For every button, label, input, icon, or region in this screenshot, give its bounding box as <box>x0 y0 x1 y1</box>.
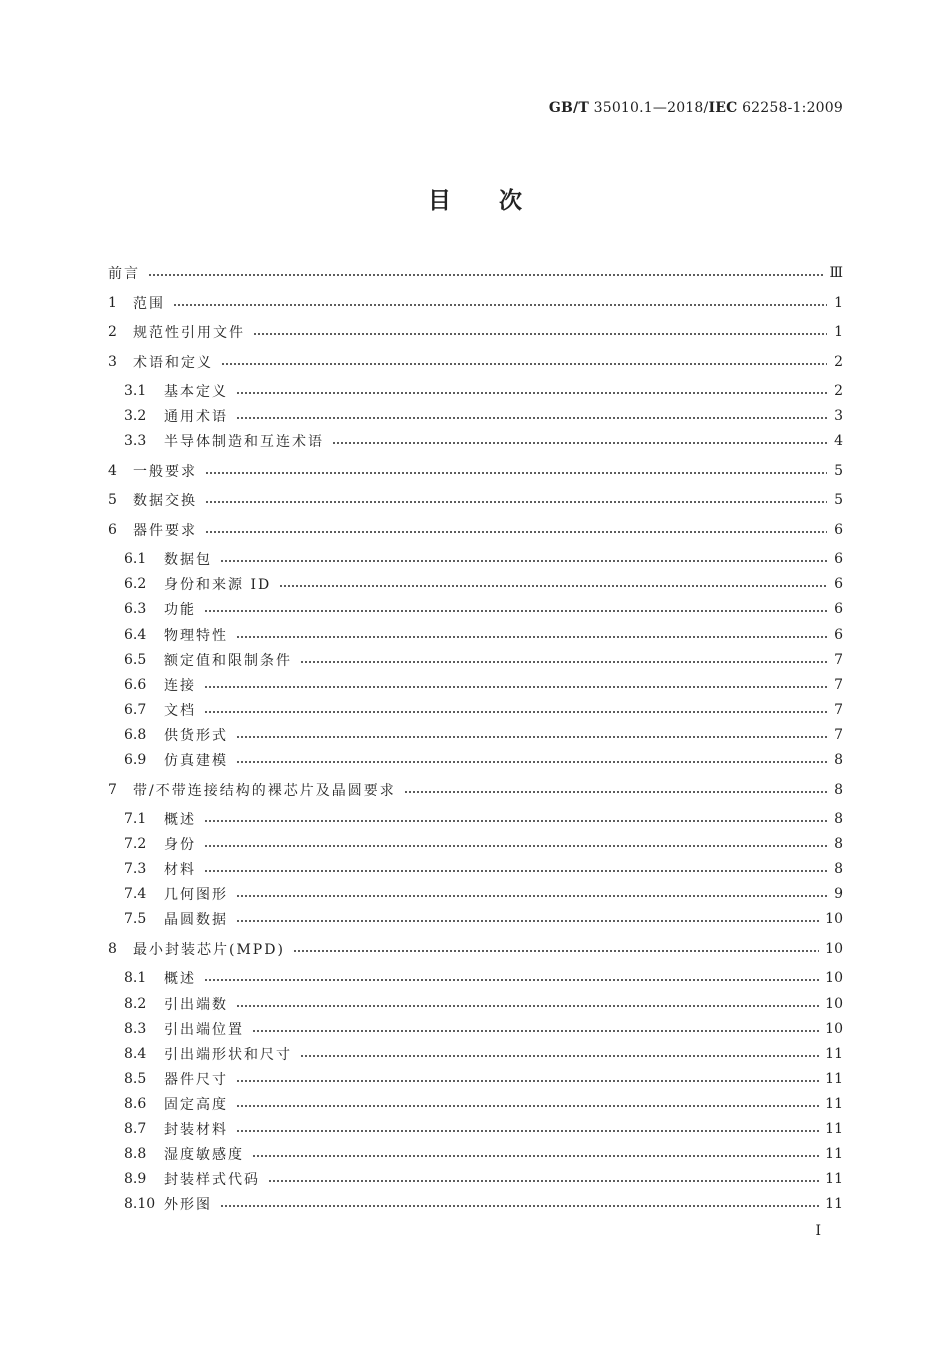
toc-entry[interactable] <box>108 967 843 989</box>
toc-dot-leader <box>204 820 827 822</box>
toc-dot-leader <box>236 417 827 419</box>
toc-dot-leader <box>279 585 827 587</box>
toc-dot-leader <box>236 736 827 738</box>
toc-entry-page: 8 <box>834 811 843 827</box>
toc-entry-number: 1 <box>108 294 117 311</box>
toc-entry-page: 7 <box>834 676 843 693</box>
toc-entry[interactable] <box>108 779 843 801</box>
toc-entry-title: 额定值和限制条件 <box>164 652 292 669</box>
toc-dot-leader <box>205 501 827 503</box>
toc-entry[interactable] <box>108 598 843 620</box>
toc-entry-number: 8.1 <box>124 970 147 987</box>
toc-entry-number: 6.8 <box>124 726 147 743</box>
toc-entry-number: 6 <box>108 521 117 538</box>
toc-entry-page: 11 <box>825 1095 843 1112</box>
toc-entry-title: 封装样式代码 <box>164 1172 260 1189</box>
toc-dot-leader <box>236 1005 819 1007</box>
toc-entry-page: 1 <box>834 324 843 340</box>
toc-entry[interactable] <box>108 1118 843 1140</box>
toc-entry-number: 3.2 <box>124 408 147 425</box>
toc-dot-leader <box>173 304 827 306</box>
toc-entry-title: 规范性引用文件 <box>133 325 245 341</box>
toc-entry[interactable] <box>108 883 843 905</box>
toc-entry[interactable] <box>108 405 843 427</box>
toc-dot-leader <box>252 1030 819 1032</box>
toc-entry[interactable] <box>108 1143 843 1165</box>
toc-entry-title: 文档 <box>164 702 196 719</box>
toc-entry-page: 11 <box>825 1171 843 1188</box>
toc-dot-leader <box>204 870 827 872</box>
toc-entry-page: 11 <box>825 1045 843 1062</box>
toc-entry[interactable] <box>108 858 843 880</box>
toc-entry[interactable] <box>108 548 843 570</box>
toc-entry-title: 固定高度 <box>164 1096 228 1113</box>
toc-entry-number: 8.9 <box>124 1171 147 1188</box>
toc-dot-leader <box>236 761 827 763</box>
toc-dot-leader <box>253 333 827 335</box>
toc-entry[interactable] <box>108 624 843 646</box>
toc-dot-leader <box>204 610 827 612</box>
toc-entry-number: 8.7 <box>124 1121 147 1137</box>
toc-entry-title: 身份 <box>164 837 196 854</box>
toc-entry-page: 11 <box>825 1196 843 1213</box>
toc-entry[interactable] <box>108 1068 843 1090</box>
toc-entry-number: 7.2 <box>124 836 147 853</box>
toc-dot-leader <box>204 686 827 688</box>
toc-entry[interactable] <box>108 993 843 1015</box>
toc-entry-title: 前言 <box>108 266 140 282</box>
toc-dot-leader <box>268 1180 819 1182</box>
toc-dot-leader <box>236 1130 819 1132</box>
toc-entry-number: 6.5 <box>124 651 147 668</box>
toc-entry-page: 10 <box>825 911 843 928</box>
toc-entry[interactable] <box>108 749 843 771</box>
toc-entry-title: 晶圆数据 <box>164 912 228 929</box>
toc-entry-number: 8.4 <box>124 1045 147 1062</box>
toc-dot-leader <box>236 1105 819 1107</box>
toc-entry[interactable] <box>108 649 843 671</box>
toc-entry-number: 6.9 <box>124 752 147 768</box>
toc-entry-number: 7 <box>108 781 117 798</box>
toc-entry-page: 10 <box>825 995 843 1012</box>
standard-prefix: GB/T <box>548 100 589 116</box>
toc-entry-title: 材料 <box>164 862 196 879</box>
toc-entry[interactable] <box>108 699 843 721</box>
footer-page-number: I <box>815 1223 821 1239</box>
toc-entry-number: 6.1 <box>124 551 147 568</box>
toc-entry-title: 概述 <box>164 971 196 988</box>
iec-prefix: IEC <box>708 100 738 116</box>
toc-entry-title: 几何图形 <box>164 887 228 904</box>
toc-entry-page: 9 <box>834 886 843 903</box>
toc-entry[interactable] <box>108 573 843 595</box>
toc-entry-page: 5 <box>834 462 843 479</box>
toc-entry[interactable] <box>108 833 843 855</box>
toc-entry[interactable] <box>108 519 843 541</box>
toc-entry-title: 基本定义 <box>164 384 228 400</box>
toc-entry-title: 半导体制造和互连术语 <box>164 434 324 451</box>
toc-entry-number: 5 <box>108 492 117 509</box>
toc-entry[interactable] <box>108 1018 843 1040</box>
toc-dot-leader <box>220 560 827 562</box>
toc-entry-page: 5 <box>834 492 843 509</box>
toc-dot-leader <box>236 920 819 922</box>
toc-entry-title: 仿真建模 <box>164 753 228 769</box>
toc-entry-title: 物理特性 <box>164 627 228 644</box>
toc-entry-number: 2 <box>108 324 117 340</box>
toc-dot-leader <box>300 661 827 663</box>
toc-entry-page: 11 <box>825 1146 843 1163</box>
toc-dot-leader <box>204 845 827 847</box>
toc-entry-number: 6.3 <box>124 601 147 618</box>
toc-entry-number: 3.3 <box>124 433 147 450</box>
toc-entry-number: 8.8 <box>124 1146 147 1163</box>
toc-entry-number: 8.3 <box>124 1020 147 1037</box>
toc-dot-leader <box>293 950 819 952</box>
toc-entry-page: 6 <box>834 576 843 593</box>
toc-dot-leader <box>204 711 827 713</box>
toc-entry-number: 7.1 <box>124 811 147 827</box>
toc-entry-page: 10 <box>825 940 843 957</box>
toc-entry[interactable] <box>108 489 843 511</box>
toc-entry[interactable] <box>108 1093 843 1115</box>
toc-entry-number: 6.7 <box>124 701 147 718</box>
iec-number: 62258-1:2009 <box>737 100 843 116</box>
toc-entry-page: 11 <box>825 1121 843 1137</box>
toc-entry[interactable] <box>108 321 843 343</box>
toc-entry-title: 身份和来源 ID <box>164 577 272 594</box>
toc-entry-title: 数据包 <box>164 552 212 569</box>
toc-entry-page: Ⅲ <box>829 265 843 281</box>
toc-entry-page: 2 <box>834 383 843 399</box>
toc-dot-leader <box>148 274 823 276</box>
toc-entry-page: 7 <box>834 651 843 668</box>
toc-entry-title: 带/不带连接结构的裸芯片及晶圆要求 <box>133 782 396 799</box>
toc-entry-number: 3 <box>108 353 117 370</box>
toc-entry-number: 4 <box>108 462 117 479</box>
toc-entry-title: 外形图 <box>164 1197 212 1214</box>
toc-entry-number: 8 <box>108 940 117 957</box>
toc-entry[interactable] <box>108 808 843 830</box>
toc-entry-number: 7.4 <box>124 886 147 903</box>
toc-dot-leader <box>236 392 827 394</box>
toc-entry-title: 连接 <box>164 677 196 694</box>
toc-dot-leader <box>205 472 827 474</box>
toc-entry-page: 3 <box>834 408 843 425</box>
toc-entry-page: 11 <box>825 1070 843 1087</box>
toc-entry[interactable] <box>108 1168 843 1190</box>
toc-entry-title: 引出端位置 <box>164 1021 244 1038</box>
toc-entry-page: 10 <box>825 970 843 987</box>
toc-entry[interactable] <box>108 674 843 696</box>
standard-number: 35010.1—2018/ <box>588 100 709 116</box>
toc-entry-title: 器件尺寸 <box>164 1071 228 1088</box>
toc-entry[interactable] <box>108 430 843 452</box>
toc-entry[interactable] <box>108 262 843 284</box>
toc-entry[interactable] <box>108 351 843 373</box>
toc-entry-number: 6.2 <box>124 576 147 593</box>
toc-dot-leader <box>221 363 827 365</box>
toc-entry-title: 一般要求 <box>133 463 197 480</box>
toc-entry-number: 8.2 <box>124 995 147 1012</box>
toc-dot-leader <box>205 531 827 533</box>
toc-entry-title: 通用术语 <box>164 409 228 426</box>
toc-entry-title: 引出端数 <box>164 996 228 1013</box>
toc-entry[interactable] <box>108 460 843 482</box>
toc-entry[interactable] <box>108 724 843 746</box>
toc-entry[interactable] <box>108 908 843 930</box>
toc-dot-leader <box>332 442 827 444</box>
toc-entry[interactable] <box>108 1193 843 1215</box>
toc-entry-title: 数据交换 <box>133 493 197 510</box>
toc-dot-leader <box>300 1055 819 1057</box>
toc-entry-page: 8 <box>834 836 843 853</box>
toc-entry[interactable] <box>108 938 843 960</box>
toc-entry-title: 引出端形状和尺寸 <box>164 1046 292 1063</box>
toc-entry-number: 7.3 <box>124 861 147 878</box>
toc-dot-leader <box>236 1080 819 1082</box>
toc-entry-page: 6 <box>834 521 843 538</box>
toc-entry-number: 8.6 <box>124 1095 147 1112</box>
toc-dot-leader <box>204 979 819 981</box>
toc-entry-title: 最小封装芯片(MPD) <box>133 941 285 958</box>
toc-entry-number: 3.1 <box>124 383 147 399</box>
toc-entry[interactable] <box>108 1043 843 1065</box>
toc-dot-leader <box>252 1155 819 1157</box>
toc-entry-page: 8 <box>834 781 843 798</box>
toc-entry-title: 术语和定义 <box>133 354 213 371</box>
page-title: 目次 <box>428 187 570 214</box>
toc-entry-title: 功能 <box>164 602 196 619</box>
toc-entry[interactable] <box>108 380 843 402</box>
toc-entry-title: 器件要求 <box>133 522 197 539</box>
toc-entry-number: 7.5 <box>124 911 147 928</box>
toc-entry-number: 6.6 <box>124 676 147 693</box>
toc-dot-leader <box>220 1205 819 1207</box>
toc-dot-leader <box>236 895 827 897</box>
toc-entry-number: 8.5 <box>124 1070 147 1087</box>
toc-entry-page: 1 <box>834 294 843 311</box>
toc-dot-leader <box>404 791 827 793</box>
toc-entry-page: 6 <box>834 626 843 643</box>
toc-entry-number: 6.4 <box>124 626 147 643</box>
toc-entry-number: 8.10 <box>124 1196 156 1213</box>
toc-entry-title: 概述 <box>164 812 196 828</box>
toc-dot-leader <box>236 636 827 638</box>
toc-entry-page: 6 <box>834 551 843 568</box>
toc-entry-page: 10 <box>825 1020 843 1037</box>
toc-entry-title: 范围 <box>133 295 165 312</box>
toc-entry-title: 封装材料 <box>164 1122 228 1138</box>
toc-entry-page: 6 <box>834 601 843 618</box>
toc-entry-page: 8 <box>834 861 843 878</box>
toc-entry[interactable] <box>108 292 843 314</box>
toc-entry-title: 湿度敏感度 <box>164 1147 244 1164</box>
toc-entry-page: 7 <box>834 701 843 718</box>
toc-entry-title: 供货形式 <box>164 727 228 744</box>
document-code <box>549 100 843 116</box>
toc-entry-page: 8 <box>834 752 843 768</box>
toc-entry-page: 7 <box>834 726 843 743</box>
toc-entry-page: 2 <box>834 353 843 370</box>
toc-entry-page: 4 <box>834 433 843 450</box>
